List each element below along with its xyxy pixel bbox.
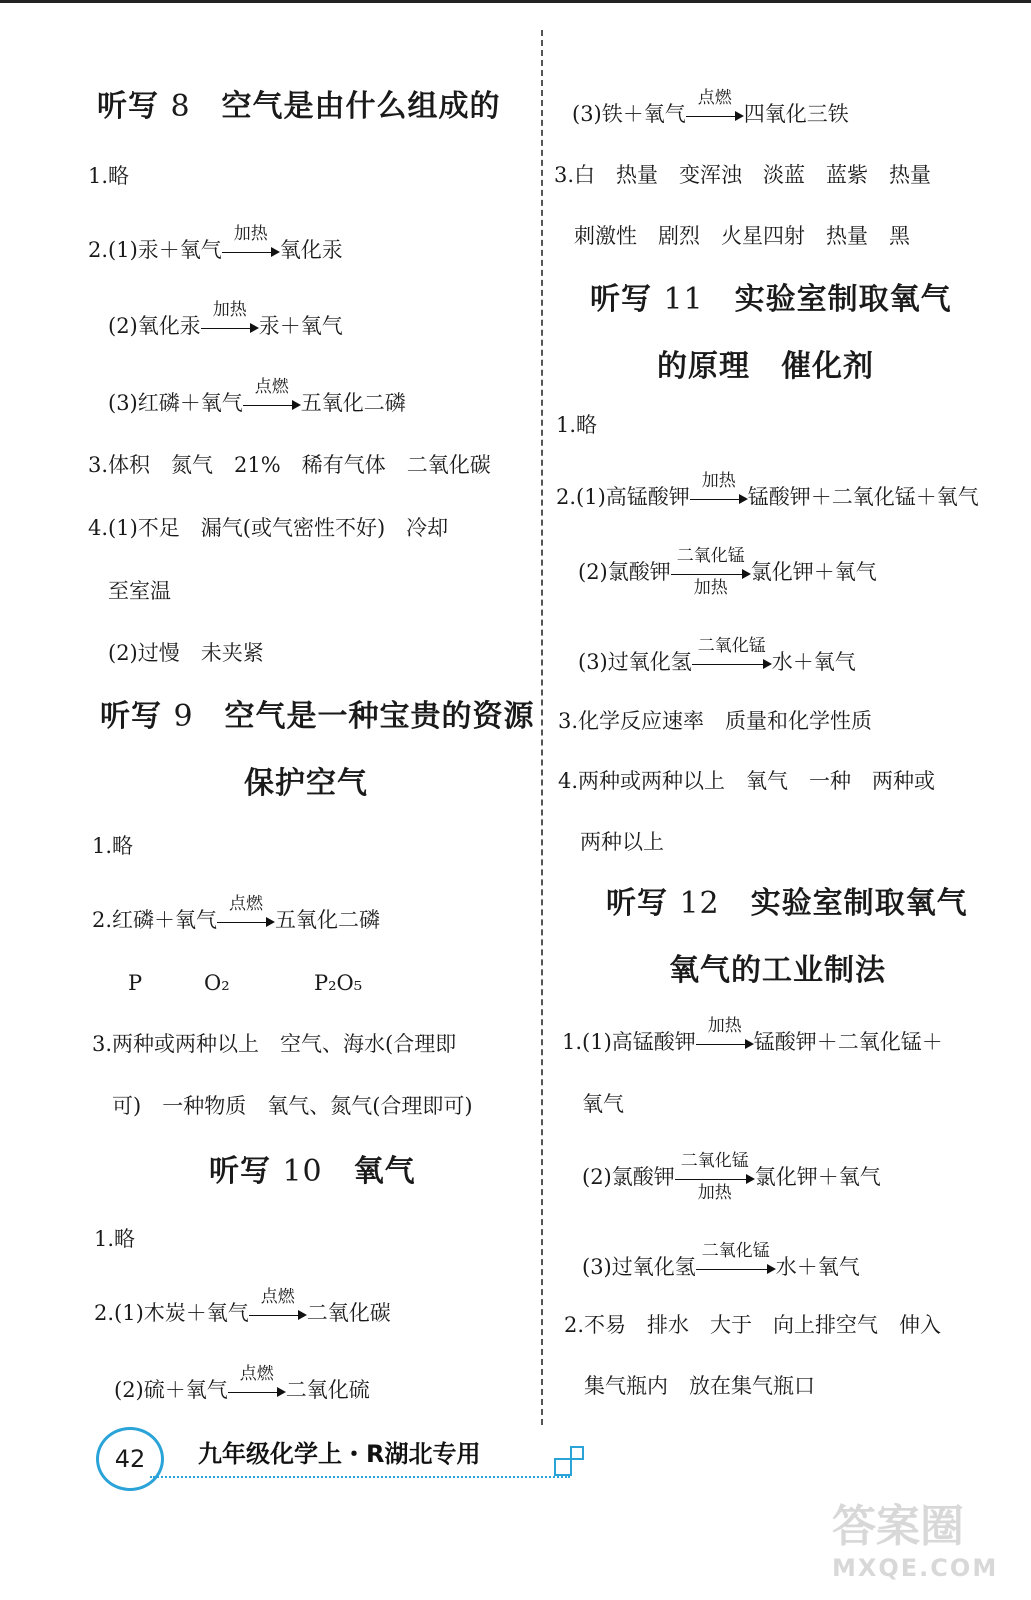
equation-line: (2)氧化汞 加热 汞＋氧气 [108, 299, 343, 338]
top-border [0, 0, 1031, 3]
answer-line: 4.两种或两种以上 氧气 一种 两种或 [558, 769, 936, 793]
equation-line: (2)氯酸钾 二氧化锰 加热 氯化钾＋氧气 [578, 545, 877, 598]
reaction-arrow: 加热 [690, 487, 748, 511]
section-title-11: 听写 11 实验室制取氧气 [590, 282, 952, 317]
answer-line: 2.不易 排水 大于 向上排空气 伸入 [564, 1313, 942, 1337]
equation-line: (2)氯酸钾 二氧化锰 加热 氯化钾＋氧气 [582, 1150, 881, 1203]
reaction-arrow: 加热 [696, 1032, 754, 1056]
section-title-12-line2: 氧气的工业制法 [669, 953, 886, 988]
reaction-arrow: 点燃 [217, 910, 275, 934]
answer-line: (2)过慢 未夹紧 [108, 641, 264, 665]
answer-line: 1.略 [94, 1227, 136, 1251]
answer-line: 3.体积 氮气 21% 稀有气体 二氧化碳 [88, 453, 491, 477]
answer-line: 3.两种或两种以上 空气、海水(合理即 [92, 1032, 457, 1056]
answer-line: 氧气 [582, 1092, 624, 1116]
reaction-arrow: 二氧化锰 加热 [671, 562, 751, 586]
equation-line: 1.(1)高锰酸钾 加热 锰酸钾＋二氧化锰＋ [562, 1015, 943, 1054]
answer-line: 3.白 热量 变浑浊 淡蓝 蓝紫 热量 [554, 163, 932, 187]
symbol-p2o5: P₂O₅ [314, 971, 363, 995]
equation-line: 2.红磷＋氧气 点燃 五氧化二磷 [92, 893, 381, 932]
reaction-arrow: 二氧化锰 [696, 1257, 776, 1281]
equation-line: 2.(1)木炭＋氧气 点燃 二氧化碳 [94, 1286, 391, 1325]
symbol-o2: O₂ [204, 971, 230, 995]
section-title-9-line2: 保护空气 [244, 766, 368, 801]
equation-line: (3)红磷＋氧气 点燃 五氧化二磷 [108, 376, 406, 415]
answer-line: 3.化学反应速率 质量和化学性质 [558, 709, 873, 733]
reaction-arrow: 加热 [222, 240, 280, 264]
section-title-8: 听写 8 空气是由什么组成的 [97, 89, 501, 124]
reaction-arrow: 二氧化锰 加热 [675, 1167, 755, 1191]
column-divider [541, 30, 543, 1425]
answer-line: 两种以上 [580, 830, 664, 854]
reaction-arrow: 点燃 [686, 104, 744, 128]
answer-line: 刺激性 剧烈 火星四射 热量 黑 [574, 224, 910, 248]
section-title-10: 听写 10 氧气 [209, 1154, 416, 1189]
answer-line: 集气瓶内 放在集气瓶口 [584, 1374, 815, 1398]
equation-line: 2.(1)高锰酸钾 加热 锰酸钾＋二氧化锰＋氧气 [556, 470, 979, 509]
page-number-badge [96, 1427, 164, 1491]
equation-line: (3)铁＋氧气 点燃 四氧化三铁 [572, 87, 849, 126]
equation-line: (3)过氧化氢 二氧化锰 水＋氧气 [578, 635, 856, 674]
book-title: 九年级化学上・R湖北专用 [198, 1440, 481, 1468]
page-number: 42 [114, 1445, 146, 1473]
watermark-logo: 答案圈 MXQE.COM [832, 1501, 999, 1582]
answer-line: 4.(1)不足 漏气(或气密性不好) 冷却 [88, 516, 449, 540]
reaction-arrow: 二氧化锰 [692, 652, 772, 676]
answer-line: 1.略 [556, 413, 598, 437]
footer-decoration-icon [553, 1445, 587, 1479]
reaction-arrow: 加热 [201, 316, 259, 340]
equation-line: 2.(1)汞＋氧气 加热 氧化汞 [88, 223, 343, 262]
answer-line: 1.略 [92, 834, 134, 858]
reaction-arrow: 点燃 [243, 393, 301, 417]
answer-line: 至室温 [108, 579, 171, 603]
section-title-9: 听写 9 空气是一种宝贵的资源 [100, 699, 535, 734]
answer-line: 1.略 [88, 164, 130, 188]
equation-line: (2)硫＋氧气 点燃 二氧化硫 [114, 1363, 370, 1402]
symbol-p: P [128, 971, 143, 995]
equation-line: (3)过氧化氢 二氧化锰 水＋氧气 [582, 1240, 860, 1279]
reaction-arrow: 点燃 [249, 1303, 307, 1327]
section-title-11-line2: 的原理 催化剂 [657, 349, 874, 384]
section-title-12: 听写 12 实验室制取氧气 [606, 886, 968, 921]
answer-line: 可) 一种物质 氧气、氮气(合理即可) [112, 1094, 473, 1118]
reaction-arrow: 点燃 [228, 1380, 286, 1404]
footer-rule [150, 1476, 570, 1478]
